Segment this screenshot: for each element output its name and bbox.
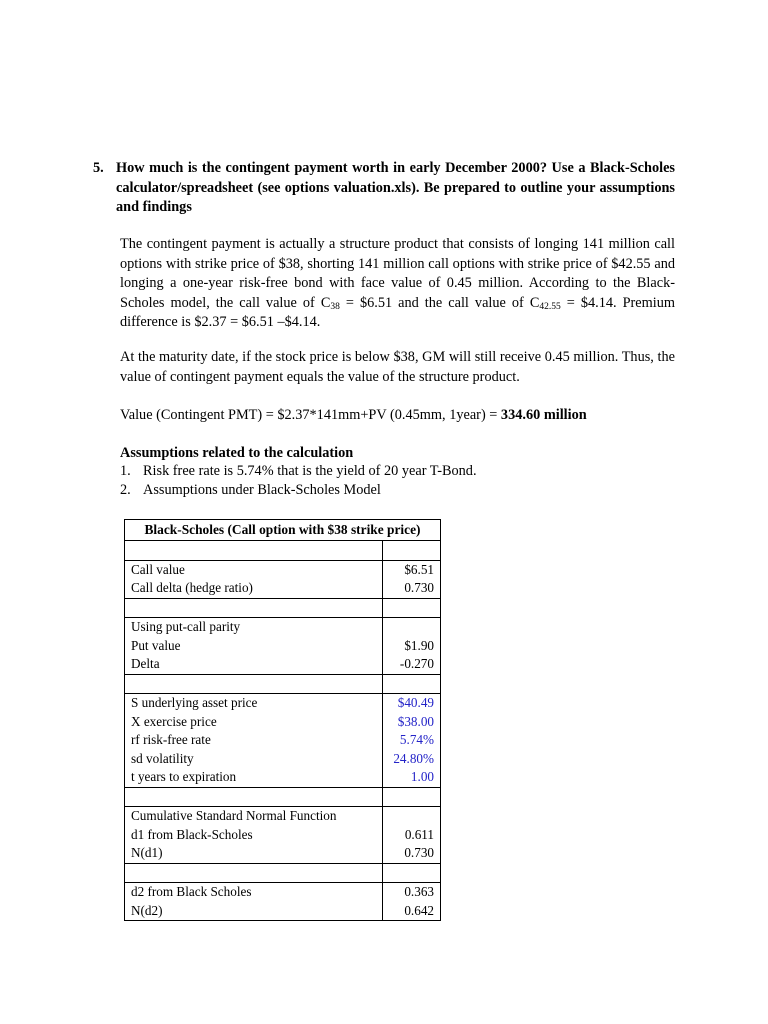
assumptions-heading: Assumptions related to the calculation (120, 445, 354, 461)
row-label: N(d2) (125, 902, 383, 921)
row-label: sd volatility (125, 750, 383, 769)
value-formula-line (120, 406, 680, 426)
table-row (125, 731, 441, 750)
row-label: N(d1) (125, 844, 383, 863)
row-value: $38.00 (383, 713, 441, 732)
row-value (383, 618, 441, 637)
table-title: Black-Scholes (Call option with $38 strike price) (125, 520, 441, 541)
row-label: Delta (125, 655, 383, 674)
list-item (120, 462, 680, 481)
row-label: t years to expiration (125, 768, 383, 787)
row-value: 24.80% (383, 750, 441, 769)
para1-text-b: = $6.51 and the call value of C (339, 294, 540, 311)
assumptions-list (120, 462, 680, 501)
list-item-number: 2. (120, 482, 131, 499)
para1-subscript-38: 38 (330, 301, 340, 312)
row-label: d1 from Black-Scholes (125, 826, 383, 845)
row-value: $40.49 (383, 694, 441, 713)
row-label: Using put-call parity (125, 618, 383, 637)
table-row (125, 807, 441, 826)
para1-subscript-42-55: 42.55 (539, 301, 561, 312)
row-label: Cumulative Standard Normal Function (125, 807, 383, 826)
table-spacer-row (125, 598, 441, 618)
row-label: Put value (125, 637, 383, 656)
row-label: Call value (125, 560, 383, 579)
list-item-text: Risk free rate is 5.74% that is the yield of 20 year T-Bond. (143, 463, 477, 479)
question-number: 5. (93, 160, 104, 176)
row-value: -0.270 (383, 655, 441, 674)
table-row (125, 844, 441, 863)
table-row (125, 560, 441, 579)
row-value: 5.74% (383, 731, 441, 750)
row-value: 1.00 (383, 768, 441, 787)
row-label: d2 from Black Scholes (125, 883, 383, 902)
row-value (383, 807, 441, 826)
row-label: X exercise price (125, 713, 383, 732)
row-value: $6.51 (383, 560, 441, 579)
table-row (125, 902, 441, 921)
list-item (120, 481, 680, 500)
maturity-paragraph: At the maturity date, if the stock price is below $38, GM will still receive 0.45 million. Thus, the value of contingent payment equals the value of the structure product. (120, 349, 675, 385)
table-row (125, 826, 441, 845)
table-row (125, 883, 441, 902)
contingent-payment-paragraph (120, 235, 675, 333)
table-row (125, 713, 441, 732)
row-label: Call delta (hedge ratio) (125, 579, 383, 598)
table-row (125, 655, 441, 674)
table-spacer-row (125, 863, 441, 883)
row-value: 0.642 (383, 902, 441, 921)
table-header-row (125, 520, 441, 541)
list-item-text: Assumptions under Black-Scholes Model (143, 482, 381, 499)
table-row (125, 618, 441, 637)
table-row (125, 768, 441, 787)
table-row (125, 579, 441, 598)
table-row (125, 694, 441, 713)
table-row (125, 750, 441, 769)
row-value: 0.611 (383, 826, 441, 845)
row-label: rf risk-free rate (125, 731, 383, 750)
table-spacer-row (125, 787, 441, 807)
table-spacer-row (125, 541, 441, 561)
row-value: 0.730 (383, 579, 441, 598)
table-row (125, 637, 441, 656)
row-label: S underlying asset price (125, 694, 383, 713)
para1-text-a: The contingent payment is actually a structure product that consists of longing 141 million call options with strike price of $38, shorting 141 million call options with strike price of $42.55 and longing a one-year risk-free bond with face value of 0.45 million. According to the Black-Scholes model, the call value of C (120, 236, 675, 311)
row-value: 0.363 (383, 883, 441, 902)
value-formula-text: Value (Contingent PMT) = $2.37*141mm+PV (0.45mm, 1year) = (120, 407, 501, 423)
value-result: 334.60 million (500, 407, 587, 423)
row-value: $1.90 (383, 637, 441, 656)
table-spacer-row (125, 674, 441, 694)
row-value: 0.730 (383, 844, 441, 863)
question-5 (93, 159, 675, 218)
para1-text-c: = $4.14. Premium difference is $2.37 = $6.51 –$4.14. (120, 294, 675, 331)
question-text: How much is the contingent payment worth in early December 2000? Use a Black-Scholes calculator/spreadsheet (see options valuation.xls). Be prepared to outline your assumptions and findings (116, 160, 675, 215)
black-scholes-table (124, 519, 441, 921)
list-item-number: 1. (120, 463, 131, 479)
